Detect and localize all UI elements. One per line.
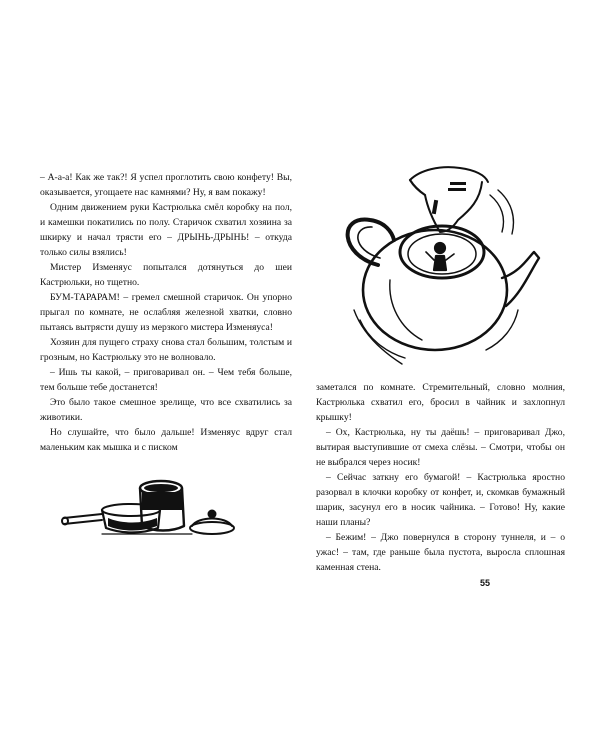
paragraph: – Сейчас заткну его бумагой! – Кастрюлька яростно разорвал в клочки коробку от конфет, и, скомкав бумажный шарик, засунул его в носик чайника. – Готово! Ну, какие наши планы? bbox=[316, 472, 565, 528]
paragraph: Одним движением руки Кастрюлька смёл коробку на пол, и камешки покатились по полу. Старичок схватил хозяина за шкирку и начал трясти его – ДРЫНЬ-ДРЫНЬ! – откуда только силы взялись! bbox=[40, 202, 292, 258]
paragraph: Но слушайте, что было дальше! Изменяус вдруг стал маленьким как мышка и с писком bbox=[40, 427, 292, 453]
paragraph: Это было такое смешное зрелище, что все схватились за животики. bbox=[40, 397, 292, 423]
right-text-column bbox=[316, 380, 565, 575]
paragraph: – Ох, Кастрюлька, ну ты даёшь! – приговаривал Джо, вытирая выступившие от смеха слёзы. – Смотри, чтобы он не выбрался через носик! bbox=[316, 427, 565, 468]
pots-illustration bbox=[62, 470, 242, 540]
left-text-column bbox=[40, 170, 292, 455]
teapot-illustration bbox=[330, 160, 540, 370]
paragraph: Хозяин для пущего страху снова стал большим, толстым и грозным, но Кастрюльку это не волновало. bbox=[40, 337, 292, 363]
paragraph: БУМ-ТАРАРАМ! – гремел смешной старичок. Он упорно прыгал по комнате, не ослабляя железной хватки, словно пытаясь вытрясти душу из мерзкого мистера Изменяуса! bbox=[40, 292, 292, 333]
paragraph: – Бежим! – Джо повернулся в сторону туннеля, и – о ужас! – там, где раньше была пустота, выросла сплошная каменная стена. bbox=[316, 532, 565, 573]
paragraph: – Ишь ты какой, – приговаривал он. – Чем тебя больше, тем больше тебе достанется! bbox=[40, 367, 292, 393]
paragraph: Мистер Изменяус попытался дотянуться до шеи Кастрюльки, но тщетно. bbox=[40, 262, 292, 288]
paragraph: заметался по комнате. Стремительный, словно молния, Кастрюлька схватил его, бросил в чайник и захлопнул крышку! bbox=[316, 382, 565, 423]
paragraph: – А-а-а! Как же так?! Я успел проглотить свою конфету! Вы, оказывается, угощаете нас камнями? Ну, я вам покажу! bbox=[40, 172, 292, 198]
page-number: 55 bbox=[480, 578, 491, 588]
